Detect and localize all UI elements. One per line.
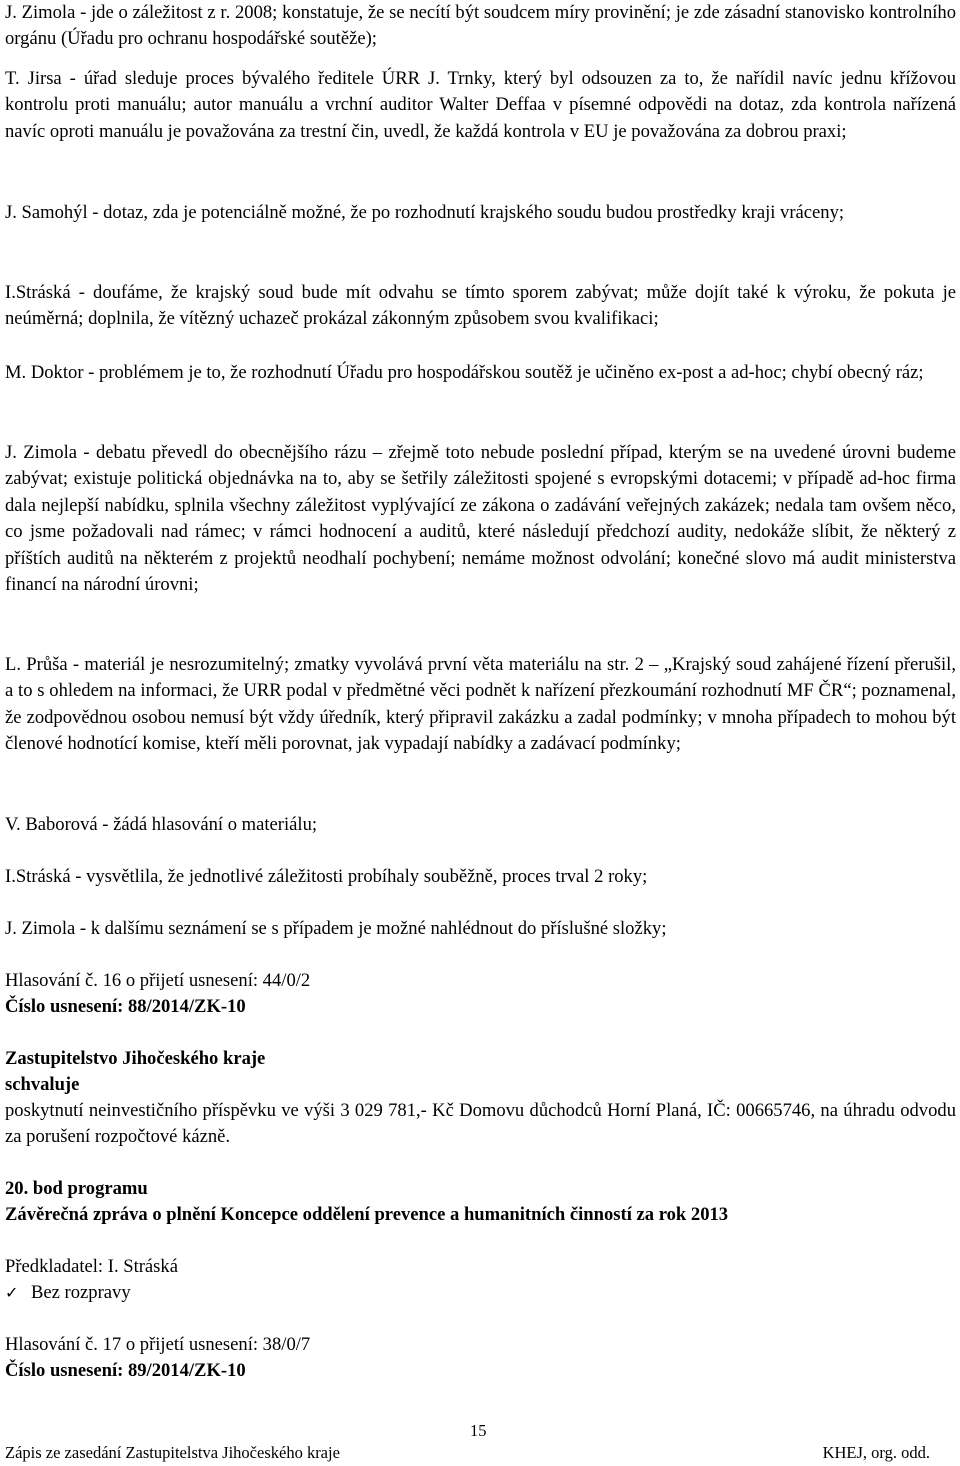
paragraph-straska-1: I.Stráská - doufáme, že krajský soud bude mít odvahu se tímto sporem zabývat; může dojít také k výroku, že pokuta je neúměrná; doplnila, že vítězný uchazeč prokázal zákonným způsobem svou kvalifikaci; (5, 282, 956, 330)
page-footer (0, 1440, 960, 1462)
no-debate-label: Bez rozpravy (31, 1282, 131, 1303)
paragraph-straska-2: I.Stráská - vysvětlila, že jednotlivé záležitosti probíhaly souběžně, proces trval 2 roky; (5, 866, 648, 887)
page-number: 15 (470, 1421, 487, 1440)
paragraph-doktor: M. Doktor - problémem je to, že rozhodnutí Úřadu pro hospodářskou soutěž je učiněno ex-post a ad-hoc; chybí obecný ráz; (5, 362, 924, 383)
vote-label-16: Hlasování č. 16 o přijetí usnesení: 44/0/2 (5, 970, 311, 991)
checkmark-icon: ✓ (5, 1283, 19, 1302)
footer-left-text: Zápis ze zasedání Zastupitelstva Jihočeského kraje (5, 1443, 340, 1462)
paragraph-samohyl: J. Samohýl - dotaz, zda je potenciálně možné, že po rozhodnutí krajského soudu budou prostředky kraji vráceny; (5, 202, 845, 223)
no-debate-line (5, 1280, 131, 1306)
footer-right-text: KHEJ, org. odd. (822, 1443, 930, 1462)
paragraph-zimola-1: J. Zimola - jde o záležitost z r. 2008; konstatuje, že se necítí být soudcem míry provinění; je zde zásadní stanovisko kontrolního orgánu (Úřadu pro ochranu hospodářské soutěže); (5, 2, 956, 50)
resolution-number-89: Číslo usnesení: 89/2014/ZK-10 (5, 1360, 246, 1381)
paragraph-zimola-3: J. Zimola - k dalšímu seznámení se s případem je možné nahlédnout do příslušné složky; (5, 918, 667, 939)
resolution-verb: schvaluje (5, 1074, 80, 1095)
resolution-number-88: Číslo usnesení: 88/2014/ZK-10 (5, 996, 246, 1017)
paragraph-prusa: L. Průša - materiál je nesrozumitelný; zmatky vyvolává první věta materiálu na str. 2 – „Krajský soud zahájené řízení přerušil, a to s ohledem na informaci, že URR podal v předmětné věci podnět k nařízení přezkoumání rozhodnutí MF ČR“; poznamenal, že zodpovědnou osobou nemusí být vždy úředník, který připravil zakázku a zadal podmínky; v mnoha případech to mohou být členové hodnotící komise, kteří měli porovnat, jak vypadají nabídky a zadávací podmínky; (5, 654, 956, 755)
resolution-body-name: Zastupitelstvo Jihočeského kraje (5, 1048, 266, 1069)
paragraph-zimola-2: J. Zimola - debatu převedl do obecnějšího rázu – zřejmě toto nebude poslední případ, kterým se na uvedené úrovni budeme zabývat; existuje politická objednávka na to, aby se šetřily záležitosti spojené s evropskými dotacemi; v případě ad-hoc firma dala nejlepší nabídku, splnila všechny záležitost vyplývající ze zákona o zadávání veřejných zakázek; nedala tam ovšem něco, co jsme požadovali nad rámec; v rámci hodnocení a auditů, které následují předchozí audity, nedokáže slíbit, že některý z příštích auditů na některém z projektů neodhalí pochybení; nemáme možnost odvolání; konečné slovo má audit ministerstva financí na národní úrovni; (5, 442, 956, 596)
agenda-item-number: 20. bod programu (5, 1178, 148, 1199)
presenter: Předkladatel: I. Stráská (5, 1256, 178, 1277)
agenda-item-title: Závěrečná zpráva o plnění Koncepce oddělení prevence a humanitních činností za rok 2013 (5, 1204, 729, 1225)
paragraph-jirsa: T. Jirsa - úřad sleduje proces bývalého ředitele ÚRR J. Trnky, který byl odsouzen za to, že nařídil navíc jednu křížovou kontrolu proti manuálu; autor manuálu a vrchní auditor Walter Deffaa v písemné odpovědi na dotaz, zda kontrola nařízená navíc oproti manuálu je považována za trestní čin, uvedl, že každá kontrola v EU je považována za dobrou praxi; (5, 68, 956, 142)
resolution-text: poskytnutí neinvestičního příspěvku ve výši 3 029 781,- Kč Domovu důchodců Horní Planá, IČ: 00665746, na úhradu odvodu za porušení rozpočtové kázně. (5, 1100, 956, 1148)
paragraph-baborova: V. Baborová - žádá hlasování o materiálu; (5, 814, 318, 835)
vote-label-17: Hlasování č. 17 o přijetí usnesení: 38/0/7 (5, 1334, 311, 1355)
